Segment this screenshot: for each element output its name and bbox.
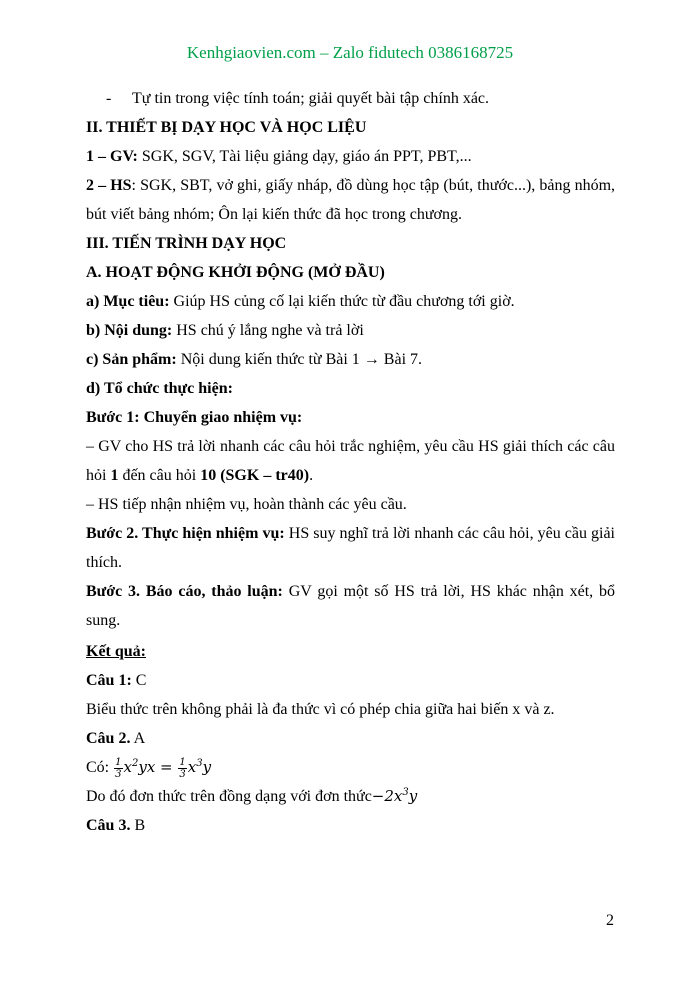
q2-answer: A: [130, 730, 146, 747]
bullet-dash: -: [106, 90, 112, 107]
q3-answer: B: [130, 817, 146, 834]
mono-coef: −2x: [371, 787, 403, 805]
fraction-right-num: 1: [179, 756, 186, 768]
teacher-materials: [86, 142, 615, 171]
fraction-left-num: 1: [115, 756, 122, 768]
gv-label: 1 – GV:: [86, 148, 138, 165]
hs-label: 2 – HS: [86, 177, 132, 194]
step1-text-a: – GV cho HS trả lời nhanh các câu hỏi trắc nghiệm, yêu cầu HS giải thích các câu hỏi: [86, 438, 615, 484]
content-label: b) Nội dung:: [86, 322, 173, 339]
student-materials: [86, 171, 615, 229]
mono-var: y: [408, 787, 418, 805]
fraction-right-den: 3: [179, 768, 186, 780]
objective-text: Giúp HS củng cố lại kiến thức từ đầu chương tới giờ.: [169, 293, 515, 310]
step3-paragraph: [86, 577, 615, 635]
eq-right-rest: y: [202, 758, 212, 776]
step1-heading: Bước 1: Chuyển giao nhiệm vụ:: [86, 409, 303, 426]
content-text: HS chú ý lắng nghe và trả lời: [172, 322, 364, 339]
organization-heading: d) Tổ chức thực hiện:: [86, 380, 233, 397]
content-item: [86, 316, 615, 345]
gv-text: SGK, SGV, Tài liệu giảng dạy, giáo án PPT, PBT,...: [137, 148, 472, 165]
step1-text-b: 1: [110, 467, 119, 484]
page-number: 2: [606, 912, 614, 929]
fraction-left-den: 3: [115, 768, 122, 780]
bullet-text: Tự tin trong việc tính toán; giải quyết bài tập chính xác.: [132, 90, 490, 107]
q2-label: Câu 2.: [86, 730, 131, 747]
header-separator: –: [315, 43, 333, 62]
page-header: [0, 43, 700, 63]
result-heading-line: [86, 637, 615, 666]
step1-paragraph-1: [86, 432, 615, 490]
product-label: c) Sản phẩm:: [86, 351, 177, 368]
eq-left-exp: 2: [131, 758, 139, 769]
q2-co: Có:: [86, 759, 114, 776]
section-heading-a: A. HOẠT ĐỘNG KHỞI ĐỘNG (MỞ ĐẦU): [86, 264, 385, 281]
q1-label: Câu 1:: [86, 672, 132, 689]
question-2: [86, 724, 615, 753]
step2-paragraph: [86, 519, 615, 577]
section-heading-2: II. THIẾT BỊ DẠY HỌC VÀ HỌC LIỆU: [86, 119, 367, 136]
q2-conclusion-text: Do đó đơn thức trên đồng dạng với đơn thức: [86, 788, 372, 805]
eq-right-var: x: [187, 758, 197, 776]
step1-paragraph-2: – HS tiếp nhận nhiệm vụ, hoàn thành các yêu cầu.: [86, 496, 407, 513]
section-heading-3: III. TIẾN TRÌNH DẠY HỌC: [86, 235, 287, 252]
product-item: [86, 345, 615, 374]
objective: [86, 287, 615, 316]
eq-right-exp: 3: [196, 758, 203, 769]
bullet-item: [86, 84, 615, 113]
step2-label: Bước 2. Thực hiện nhiệm vụ:: [86, 525, 285, 542]
q1-answer: C: [131, 672, 147, 689]
result-heading: Kết quả:: [86, 643, 146, 660]
document-body: [86, 84, 615, 840]
header-contact: Zalo fidutech 0386168725: [332, 43, 514, 62]
step2-text: HS suy nghĩ trả lời nhanh các câu hỏi, yêu cầu giải thích.: [86, 525, 616, 571]
q2-monomial: [372, 787, 417, 805]
q2-equation-line: [86, 753, 615, 782]
step3-label: Bước 3. Báo cáo, thảo luận:: [86, 583, 283, 600]
question-3: [86, 811, 615, 840]
step1-text-c: đến câu hỏi: [118, 467, 201, 484]
fraction-right: [178, 757, 186, 780]
question-1: [86, 666, 615, 695]
objective-label: a) Mục tiêu:: [86, 293, 170, 310]
eq-left-rest: yx =: [138, 758, 178, 776]
mono-exp: 3: [402, 787, 409, 798]
q1-explanation: Biểu thức trên không phải là đa thức vì có phép chia giữa hai biến x và z.: [86, 701, 555, 718]
hs-text: : SGK, SBT, vở ghi, giấy nháp, đồ dùng học tập (bút, thước...), bảng nhóm, bút viết bảng nhóm; Ôn lại kiến thức đã học trong chương.: [86, 177, 616, 223]
eq-left-var: x: [123, 758, 132, 776]
step3-text: GV gọi một số HS trả lời, HS khác nhận xét, bổ sung.: [86, 583, 615, 629]
step1-text-e: .: [309, 467, 314, 484]
q3-label: Câu 3.: [86, 817, 131, 834]
q2-equation: [113, 756, 212, 780]
step1-text-d: 10 (SGK – tr40): [200, 467, 310, 484]
fraction-left: [114, 757, 122, 780]
q2-conclusion: [86, 782, 615, 811]
product-text: Nội dung kiến thức từ Bài 1 → Bài 7.: [176, 351, 423, 368]
header-site: Kenhgiaovien.com: [186, 43, 316, 62]
